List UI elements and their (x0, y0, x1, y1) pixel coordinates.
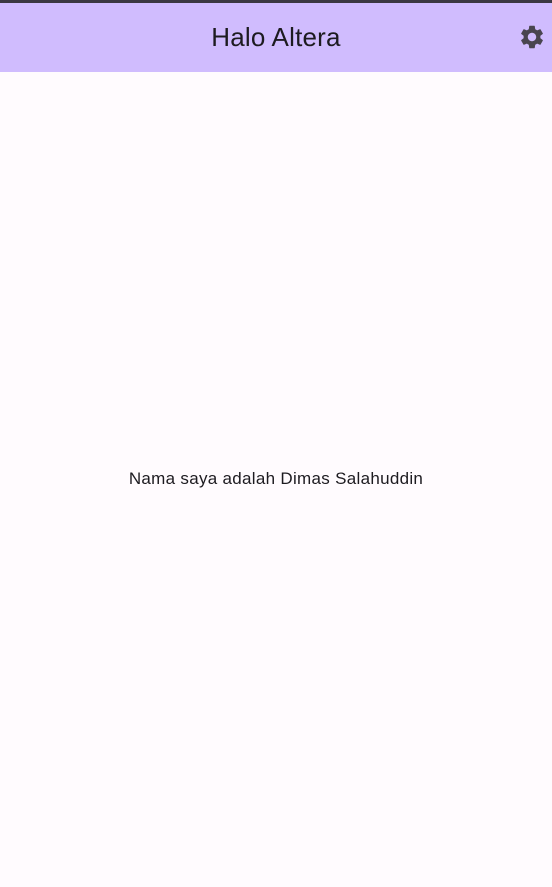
app-bar (0, 3, 552, 72)
intro-message: Nama saya adalah Dimas Salahuddin (128, 469, 424, 488)
settings-button[interactable] (516, 21, 548, 53)
gear-icon (518, 23, 546, 51)
page-title: Halo Altera (211, 22, 341, 52)
